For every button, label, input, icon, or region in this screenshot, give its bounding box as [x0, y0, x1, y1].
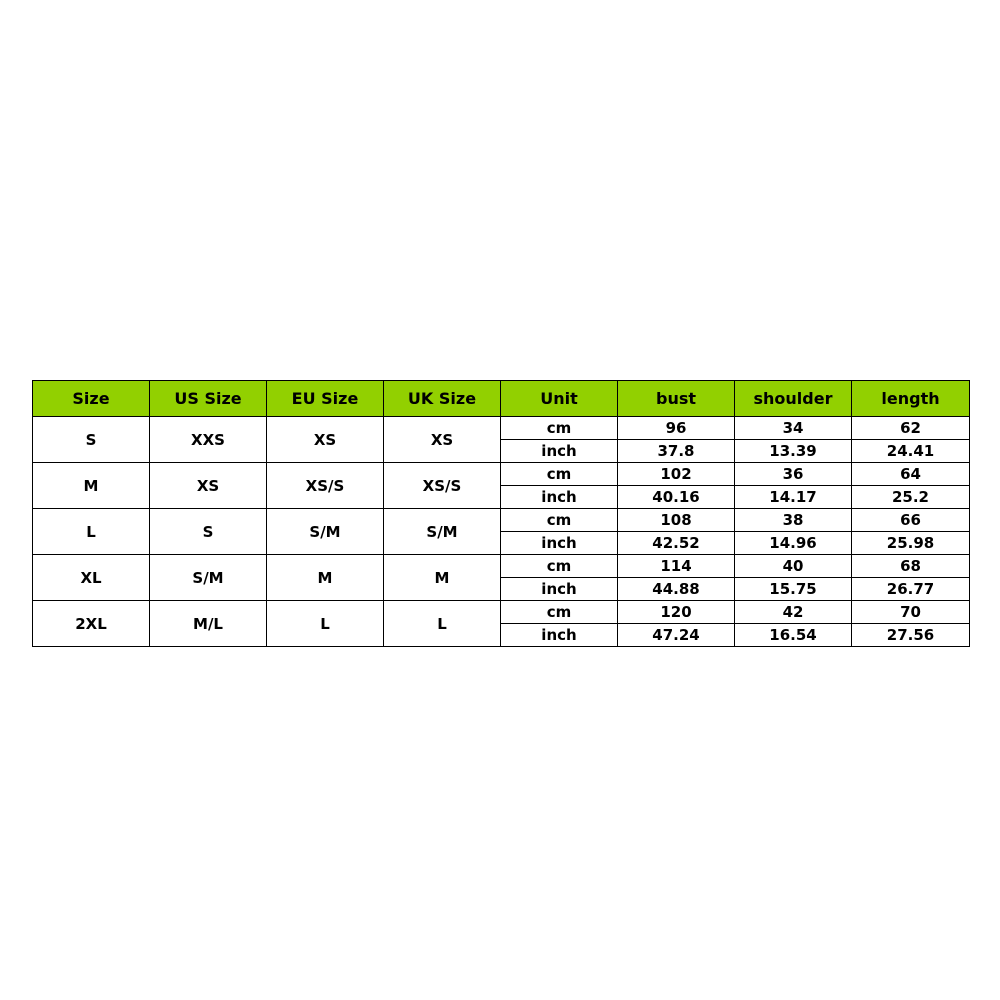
shoulder-cell: 15.75: [735, 578, 852, 601]
shoulder-cell: 40: [735, 555, 852, 578]
shoulder-cell: 38: [735, 509, 852, 532]
shoulder-cell: 16.54: [735, 624, 852, 647]
header-length: length: [852, 381, 970, 417]
length-cell: 64: [852, 463, 970, 486]
length-cell: 25.2: [852, 486, 970, 509]
table-row: [33, 555, 970, 578]
bust-cell: 108: [618, 509, 735, 532]
header-uk-size: UK Size: [384, 381, 501, 417]
length-cell: 27.56: [852, 624, 970, 647]
header-shoulder: shoulder: [735, 381, 852, 417]
header-us-size: US Size: [150, 381, 267, 417]
bust-cell: 37.8: [618, 440, 735, 463]
length-cell: 66: [852, 509, 970, 532]
size-cell: XL: [33, 555, 150, 601]
uk-size-cell: XS/S: [384, 463, 501, 509]
header-size: Size: [33, 381, 150, 417]
us-size-cell: XXS: [150, 417, 267, 463]
bust-cell: 44.88: [618, 578, 735, 601]
bust-cell: 40.16: [618, 486, 735, 509]
shoulder-cell: 36: [735, 463, 852, 486]
bust-cell: 120: [618, 601, 735, 624]
unit-cell: cm: [501, 417, 618, 440]
unit-cell: inch: [501, 578, 618, 601]
length-cell: 70: [852, 601, 970, 624]
uk-size-cell: M: [384, 555, 501, 601]
us-size-cell: S: [150, 509, 267, 555]
shoulder-cell: 13.39: [735, 440, 852, 463]
eu-size-cell: XS: [267, 417, 384, 463]
bust-cell: 47.24: [618, 624, 735, 647]
shoulder-cell: 14.96: [735, 532, 852, 555]
length-cell: 24.41: [852, 440, 970, 463]
uk-size-cell: XS: [384, 417, 501, 463]
shoulder-cell: 42: [735, 601, 852, 624]
unit-cell: inch: [501, 624, 618, 647]
table-row: [33, 463, 970, 486]
table-row: [33, 417, 970, 440]
length-cell: 25.98: [852, 532, 970, 555]
header-unit: Unit: [501, 381, 618, 417]
eu-size-cell: L: [267, 601, 384, 647]
uk-size-cell: S/M: [384, 509, 501, 555]
header-bust: bust: [618, 381, 735, 417]
shoulder-cell: 14.17: [735, 486, 852, 509]
table-row: [33, 509, 970, 532]
unit-cell: cm: [501, 601, 618, 624]
unit-cell: inch: [501, 440, 618, 463]
eu-size-cell: M: [267, 555, 384, 601]
unit-cell: inch: [501, 532, 618, 555]
shoulder-cell: 34: [735, 417, 852, 440]
size-cell: L: [33, 509, 150, 555]
length-cell: 68: [852, 555, 970, 578]
unit-cell: cm: [501, 509, 618, 532]
us-size-cell: XS: [150, 463, 267, 509]
us-size-cell: M/L: [150, 601, 267, 647]
bust-cell: 42.52: [618, 532, 735, 555]
unit-cell: inch: [501, 486, 618, 509]
unit-cell: cm: [501, 463, 618, 486]
bust-cell: 114: [618, 555, 735, 578]
bust-cell: 102: [618, 463, 735, 486]
size-chart-table: [32, 380, 970, 647]
header-eu-size: EU Size: [267, 381, 384, 417]
length-cell: 26.77: [852, 578, 970, 601]
size-cell: 2XL: [33, 601, 150, 647]
unit-cell: cm: [501, 555, 618, 578]
table-header-row: [33, 381, 970, 417]
us-size-cell: S/M: [150, 555, 267, 601]
length-cell: 62: [852, 417, 970, 440]
eu-size-cell: XS/S: [267, 463, 384, 509]
eu-size-cell: S/M: [267, 509, 384, 555]
bust-cell: 96: [618, 417, 735, 440]
uk-size-cell: L: [384, 601, 501, 647]
size-cell: M: [33, 463, 150, 509]
table-row: [33, 601, 970, 624]
size-cell: S: [33, 417, 150, 463]
